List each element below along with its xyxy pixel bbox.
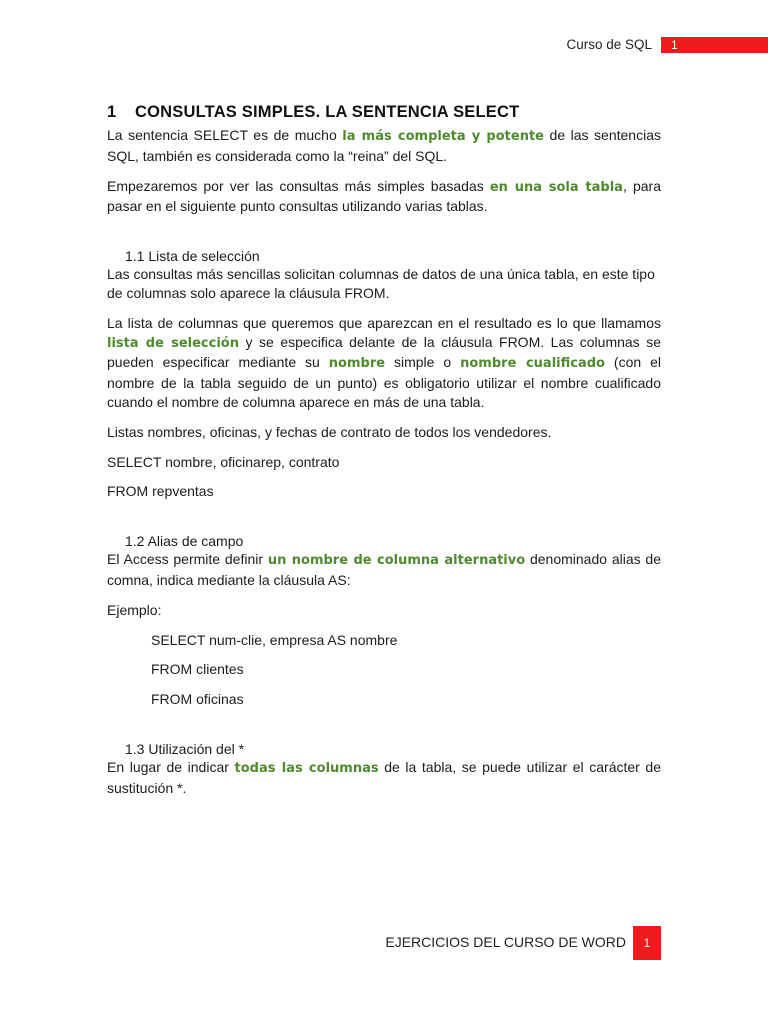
code-line: SELECT num-clie, empresa AS nombre <box>151 631 398 648</box>
header-title: Curso de SQL <box>566 37 652 52</box>
section1-paragraph-2: La lista de columnas que queremos que aparezcan en el resultado es lo que llamamos lista de selección y se especifica delante de la cláusula FROM. Las columnas se pueden especificar mediante su nombre simple o nombre cualificado (con el nombre de la tabla seguido de un punto) es obligatorio utilizar el nombre cualificado cuando el nombre de columna aparece en más de una tabla. <box>107 314 661 410</box>
example-label: Ejemplo: <box>107 601 162 618</box>
heading-number: 1 <box>107 103 117 121</box>
highlight-text: la más completa y potente <box>342 129 544 144</box>
highlight-text: en una sola tabla <box>489 179 623 195</box>
code-line: FROM repventas <box>107 483 214 500</box>
document-body <box>107 103 661 809</box>
section1-paragraph-3: Listas nombres, oficinas, y fechas de contrato de todos los vendedores. <box>107 423 552 440</box>
intro-paragraph-1: La sentencia SELECT es de mucho la más completa y potente de las sentencias SQL, también es considerada como la “reina” del SQL. <box>107 127 661 164</box>
highlight-text: nombre cualificado <box>460 356 605 372</box>
header-page-number: 1 <box>661 37 768 53</box>
section2-paragraph-1: El Access permite definir un nombre de columna alternativo denominado alias de comna, indica mediante la cláusula AS: <box>107 551 661 588</box>
highlight-text: nombre <box>328 356 386 372</box>
code-line: SELECT nombre, oficinarep, contrato <box>107 453 340 470</box>
footer-page-number: 1 <box>633 926 661 960</box>
subsection-heading-1-2: 1.2 Alias de campo <box>125 533 244 550</box>
section-heading <box>107 103 661 122</box>
subsection-heading-1-3: 1.3 Utilización del * <box>125 740 245 757</box>
footer-title: EJERCICIOS DEL CURSO DE WORD <box>385 934 626 950</box>
code-line: FROM clientes <box>151 661 244 678</box>
subsection-heading-1-1: 1.1 Lista de selección <box>125 248 260 265</box>
highlight-text: lista de selección <box>107 335 239 351</box>
intro-paragraph-2: Empezaremos por ver las consultas más simples basadas en una sola tabla, para pasar en el siguiente punto consultas utilizando varias tablas. <box>107 177 661 215</box>
section3-paragraph-1: En lugar de indicar todas las columnas de la tabla, se puede utilizar el carácter de sustitución *. <box>107 758 661 796</box>
highlight-text: todas las columnas <box>234 760 379 776</box>
highlight-text: un nombre de columna alternativo <box>267 553 526 569</box>
code-line: FROM oficinas <box>151 691 244 708</box>
heading-title: CONSULTAS SIMPLES. LA SENTENCIA SELECT <box>135 103 520 121</box>
section1-paragraph-1: Las consultas más sencillas solicitan columnas de datos de una única tabla, en este tipo de columnas solo aparece la cláusula FROM. <box>107 266 655 301</box>
